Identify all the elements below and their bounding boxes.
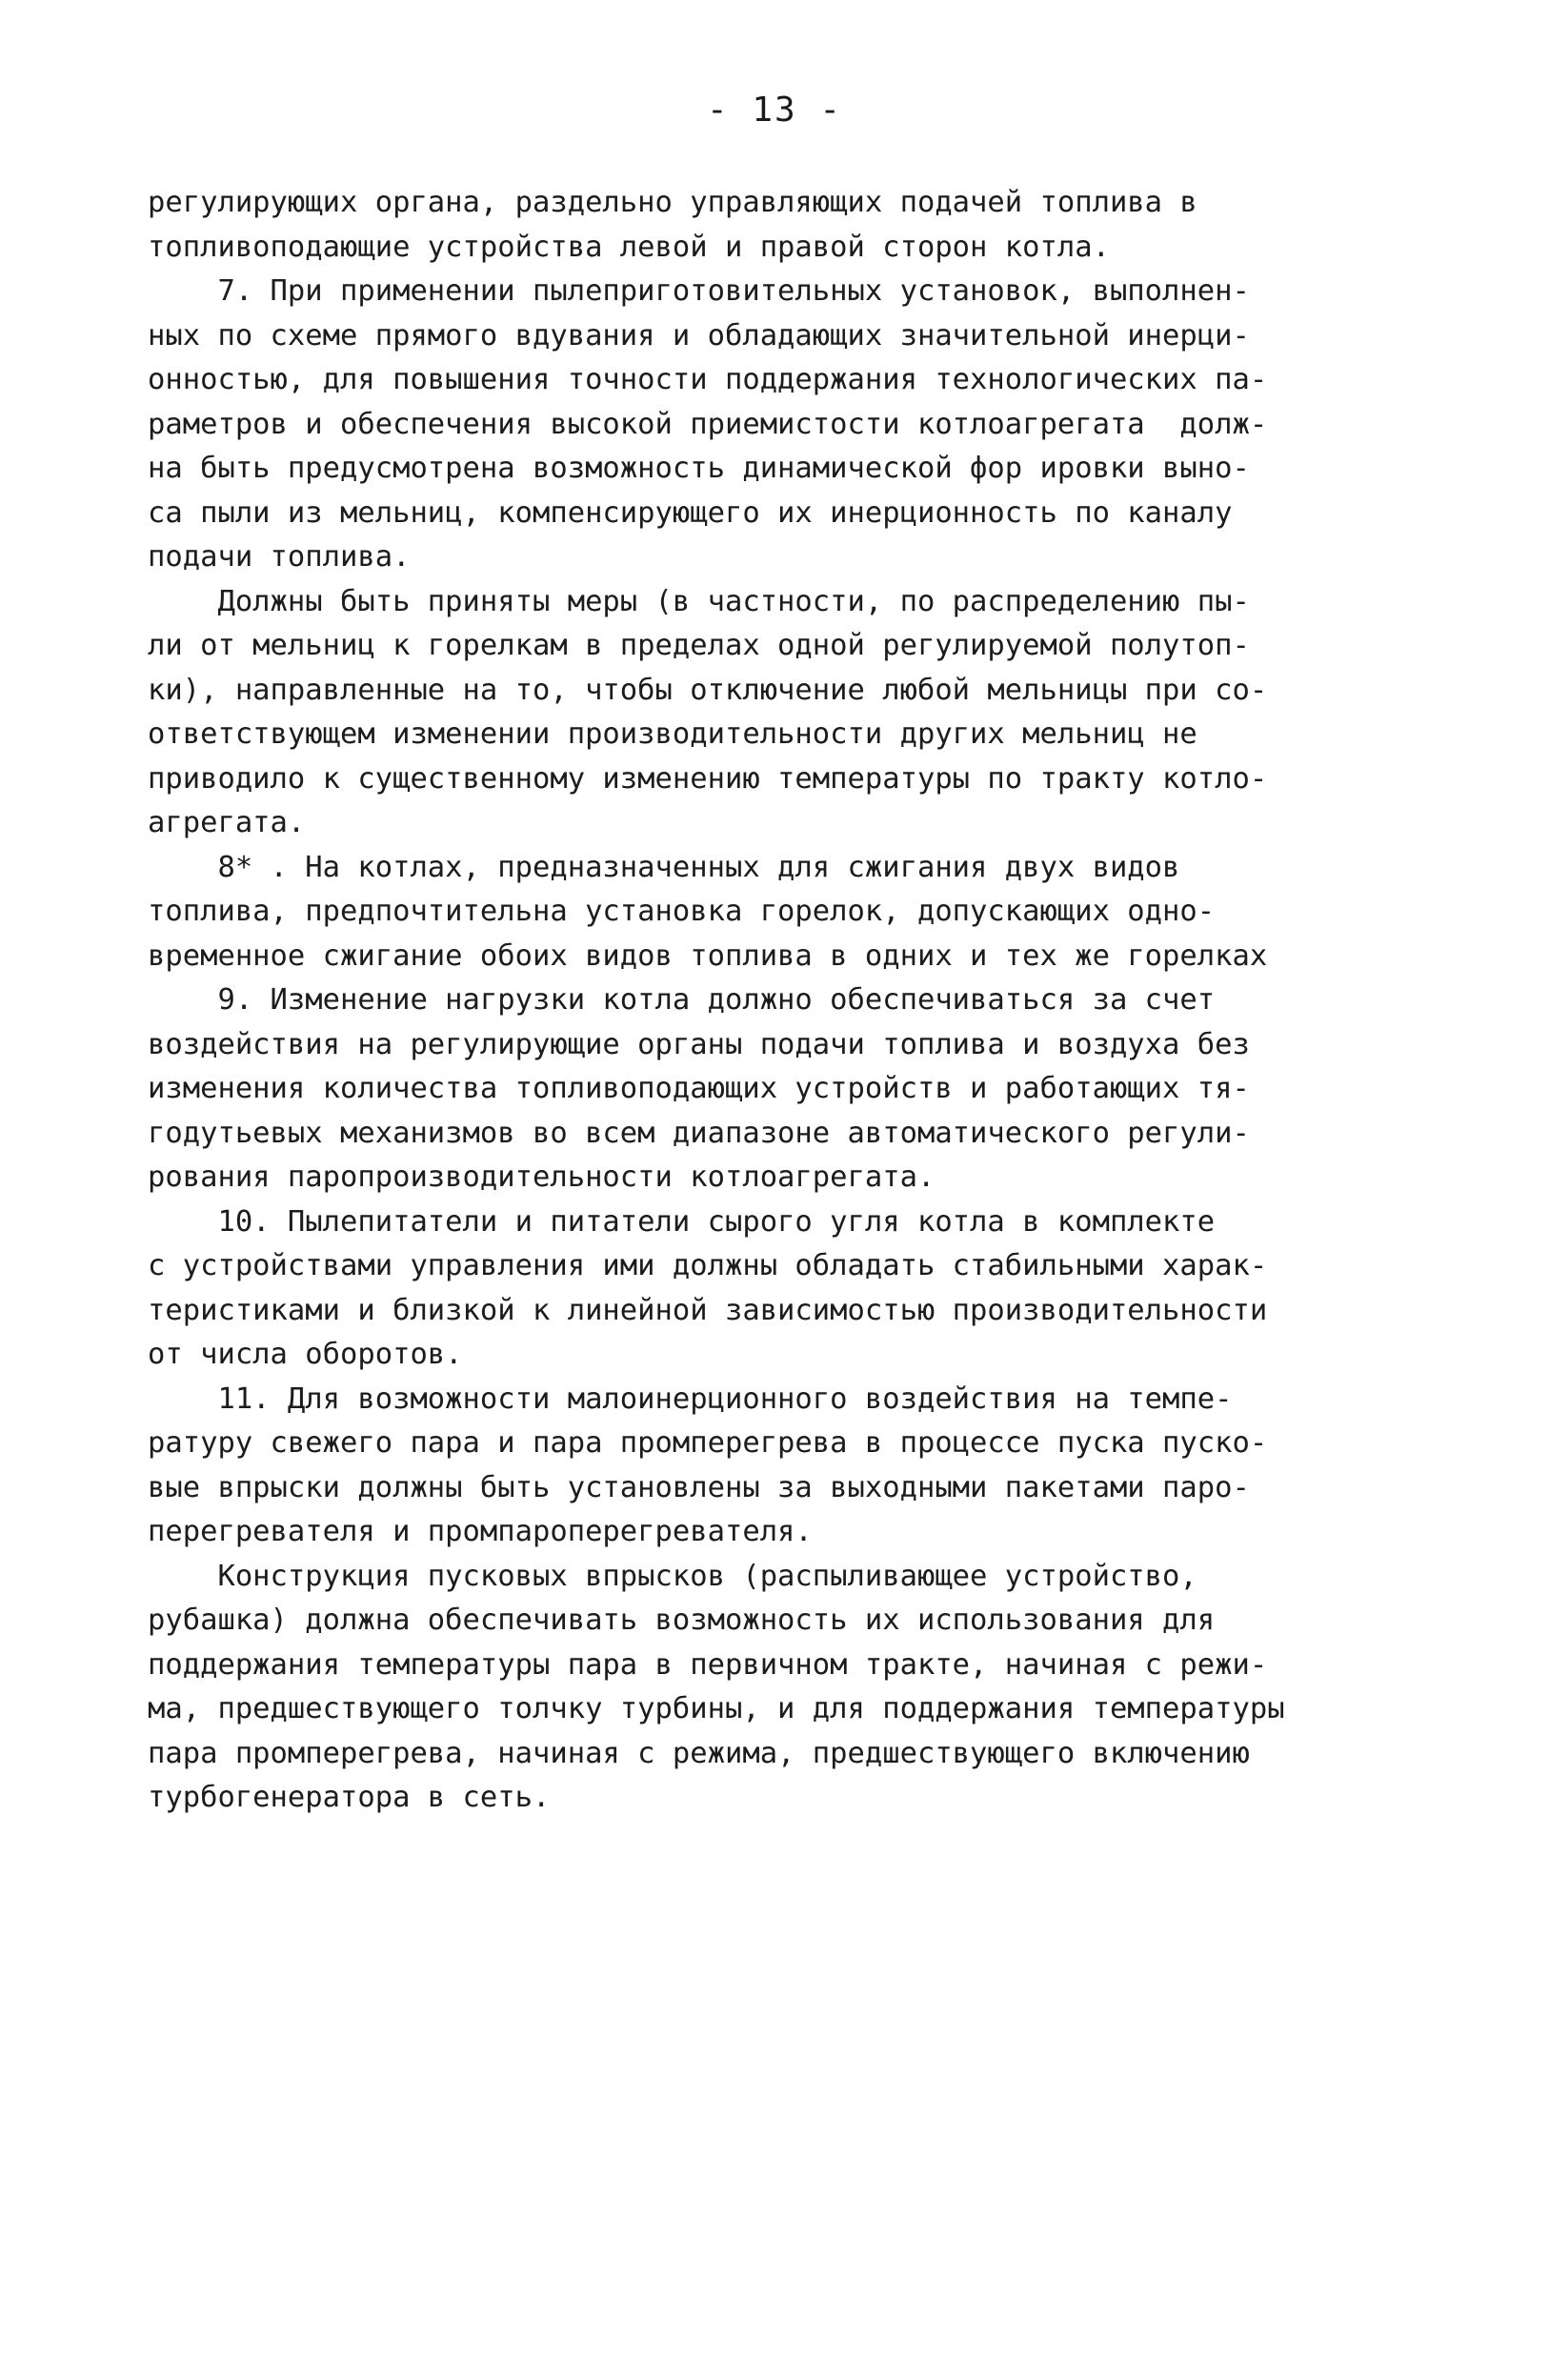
text-line: са пыли из мельниц, компенсирующего их инерционность по каналу [148, 495, 1233, 530]
text-line: топлива, предпочтительна установка горелок, допускающих одно- [148, 895, 1216, 928]
text-line: 9. Изменение нагрузки котла должно обеспечиваться за счет [148, 983, 1216, 1017]
text-line: подачи топлива. [148, 540, 411, 574]
text-line: топливоподающие устройства левой и правой сторон котла. [148, 230, 1110, 264]
text-line: ных по схеме прямого вдувания и обладающих значительной инерци- [148, 318, 1250, 353]
text-line: вые впрыски должны быть установлены за выходными пакетами паро- [148, 1470, 1250, 1504]
text-line: 8* . На котлах, предназначенных для сжигания двух видов [148, 850, 1180, 884]
text-line: теристиками и близкой к линейной зависимостью производительности [148, 1293, 1268, 1327]
text-line: приводило к существенному изменению температуры по тракту котло- [148, 761, 1268, 796]
text-line: ма, предшествующего толчку турбины, и для поддержания температуры [148, 1692, 1285, 1725]
text-line: ратуру свежего пара и пара промперегрева в процессе пуска пуско- [148, 1426, 1268, 1460]
text-line: Конструкция пусковых впрысков (распыливающее устройство, [148, 1559, 1197, 1593]
text-line: рования паропроизводительности котлоагрегата. [148, 1160, 935, 1194]
text-line: турбогенератора в сеть. [148, 1781, 551, 1814]
text-line: на быть предусмотрена возможность динамической фор ировки выно- [148, 452, 1250, 485]
text-line: 7. При применении пылеприготовительных установок, выполнен- [148, 274, 1250, 308]
text-line: от числа оборотов. [148, 1338, 463, 1371]
text-line: с устройствами управления ими должны обладать стабильными харак- [148, 1249, 1268, 1282]
text-line: ответствующем изменении производительности других мельниц не [148, 717, 1197, 751]
text-line: Должны быть приняты меры (в частности, по распределению пы- [148, 584, 1250, 618]
text-line: перегревателя и промпароперегревателя. [148, 1515, 813, 1548]
text-line: поддержания температуры пара в первичном тракте, начиная с режи- [148, 1647, 1268, 1682]
text-line: изменения количества топливоподающих устройств и работающих тя- [148, 1072, 1250, 1105]
text-line: 10. Пылепитатели и питатели сырого угля котла в комплекте [148, 1204, 1216, 1239]
text-line: воздействия на регулирующие органы подачи топлива и воздуха без [148, 1027, 1250, 1061]
text-line: годутьевых механизмов во всем диапазоне автоматического регули- [148, 1116, 1250, 1150]
page-number: - 13 - [706, 91, 843, 130]
body-text [148, 181, 1329, 1821]
text-line: онностью, для повышения точности поддержания технологических па- [148, 363, 1268, 396]
text-line: 11. Для возможности малоинерционного воздействия на темпе- [148, 1382, 1233, 1416]
text-line: ки), направленные на то, чтобы отключение любой мельницы при со- [148, 673, 1268, 707]
text-line: пара промперегрева, начиная с режима, предшествующего включению [148, 1736, 1250, 1770]
text-line: раметров и обеспечения высокой приемистости котлоагрегата долж- [148, 407, 1268, 441]
text-line: ли от мельниц к горелкам в пределах одной регулируемой полутоп- [148, 629, 1250, 662]
text-line: агрегата. [148, 806, 306, 839]
text-line: рубашка) должна обеспечивать возможность их использования для [148, 1603, 1216, 1637]
text-line: регулирующих органа, раздельно управляющих подачей топлива в [148, 186, 1197, 219]
text-line: временное сжигание обоих видов топлива в одних и тех же горелках [148, 938, 1268, 973]
